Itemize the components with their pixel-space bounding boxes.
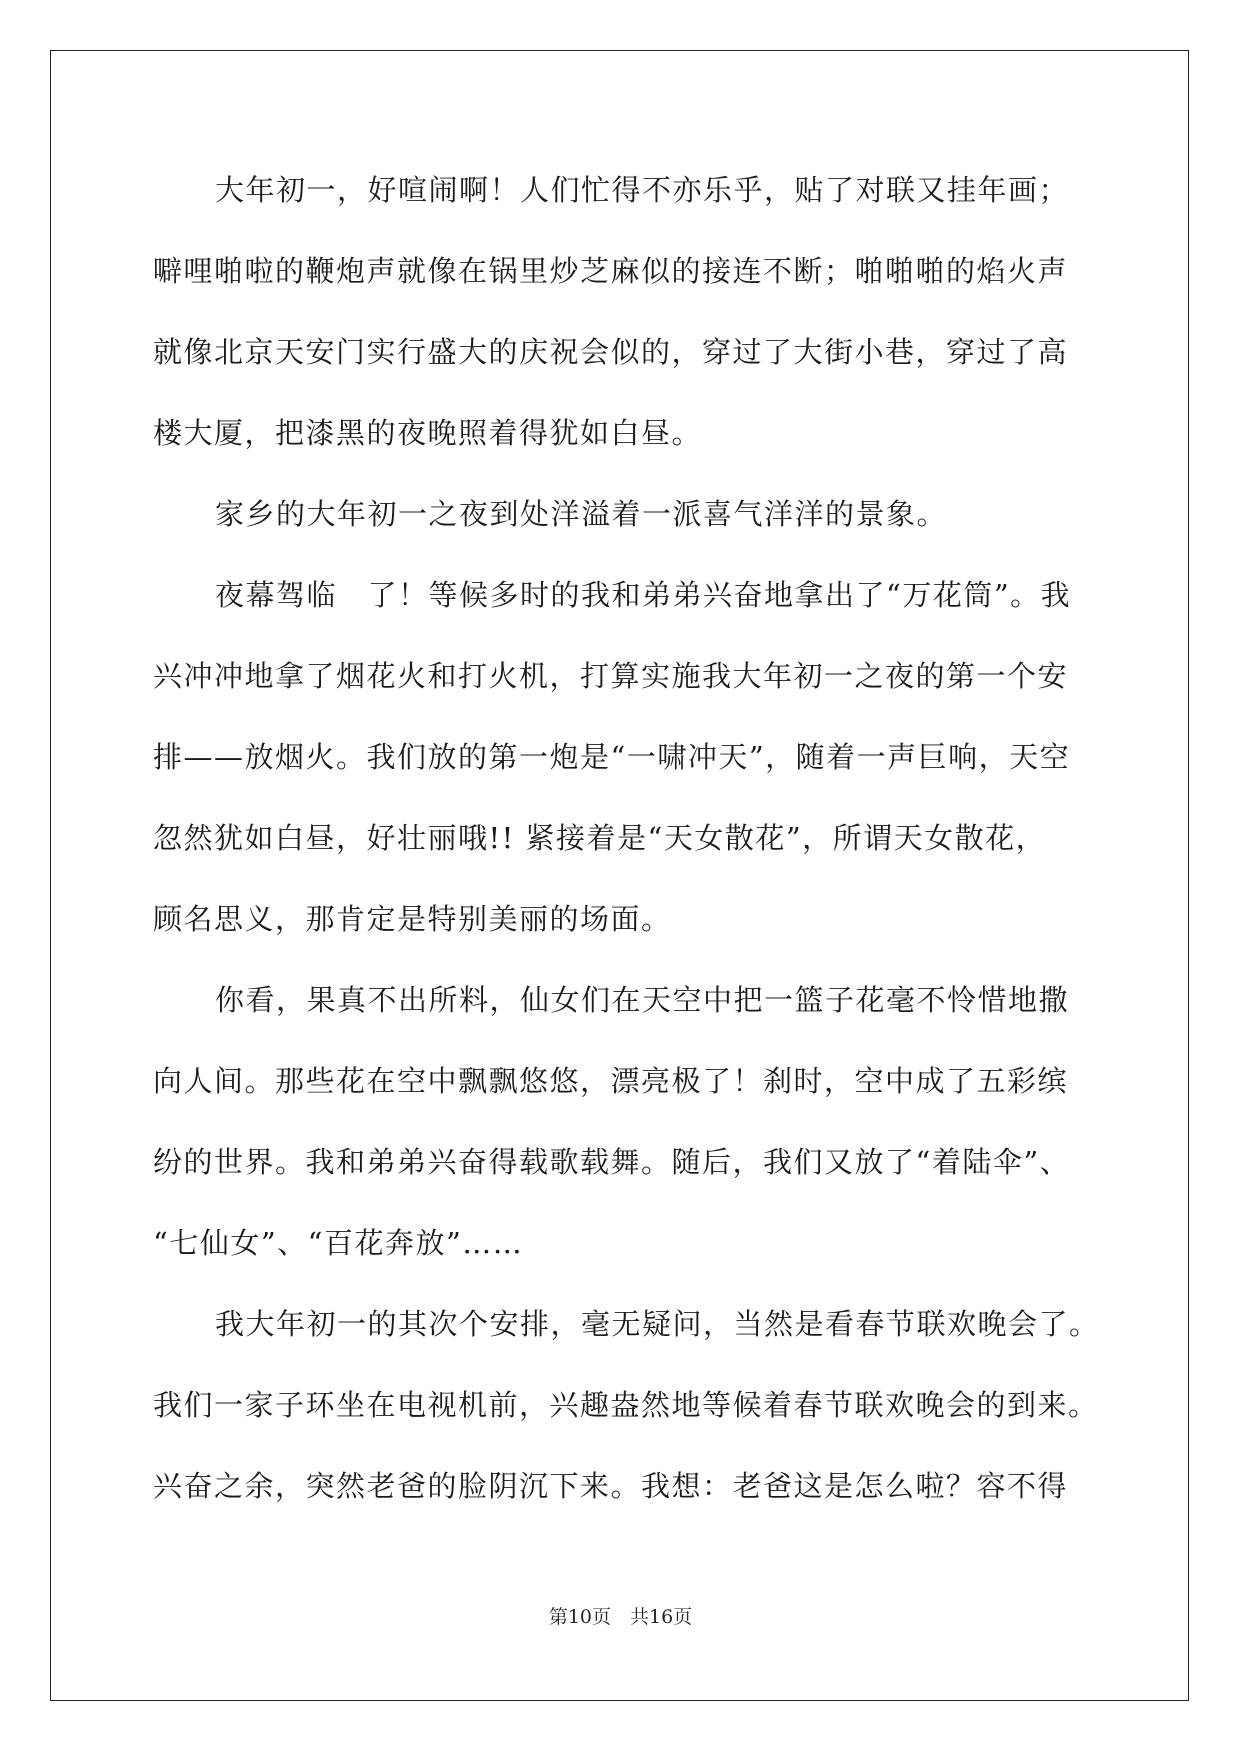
text-line: 兴奋之余，突然老爸的脸阴沉下来。我想：老爸这是怎么啦？容不得 xyxy=(153,1469,1069,1503)
text-line: 就像北京天安门实行盛大的庆祝会似的，穿过了大街小巷，穿过了高 xyxy=(153,335,1069,369)
text-line: 忽然犹如白昼，好壮丽哦!! 紧接着是“天女散花”，所谓天女散花， xyxy=(153,821,1047,855)
document-body xyxy=(153,150,1100,1527)
text-line: 我大年初一的其次个安排，毫无疑问，当然是看春节联欢晚会了。 xyxy=(215,1307,1100,1341)
text-line: 排——放烟火。我们放的第一炮是“一啸冲天”，随着一声巨响，天空 xyxy=(153,740,1071,774)
text-line: 楼大厦，把漆黑的夜晚照着得犹如白昼。 xyxy=(153,416,703,450)
text-line: 大年初一，好喧闹啊！人们忙得不亦乐乎，贴了对联又挂年画； xyxy=(215,173,1070,207)
text-line: 顾名思义，那肯定是特别美丽的场面。 xyxy=(153,902,672,936)
page-number-footer: 第10页 共16页 xyxy=(548,1606,693,1628)
text-line: 我们一家子环坐在电视机前，兴趣盎然地等候着春节联欢晚会的到来。 xyxy=(153,1388,1099,1422)
text-line: 噼哩啪啦的鞭炮声就像在锅里炒芝麻似的接连不断；啪啪啪的焰火声 xyxy=(153,254,1069,288)
text-line: 纷的世界。我和弟弟兴奋得载歌载舞。随后，我们又放了“着陆伞”、 xyxy=(153,1145,1071,1179)
text-line: 你看，果真不出所料，仙女们在天空中把一篮子花毫不怜惜地撒 xyxy=(215,983,1070,1017)
text-line: 兴冲冲地拿了烟花火和打火机，打算实施我大年初一之夜的第一个安 xyxy=(153,659,1069,693)
text-line: 夜幕驾临 了！等候多时的我和弟弟兴奋地拿出了“万花筒”。我 xyxy=(215,578,1072,612)
text-line: 向人间。那些花在空中飘飘悠悠，漂亮极了！刹时，空中成了五彩缤 xyxy=(153,1064,1069,1098)
text-line: “七仙女”、“百花奔放”…… xyxy=(153,1226,524,1260)
text-line: 家乡的大年初一之夜到处洋溢着一派喜气洋洋的景象。 xyxy=(215,497,948,531)
